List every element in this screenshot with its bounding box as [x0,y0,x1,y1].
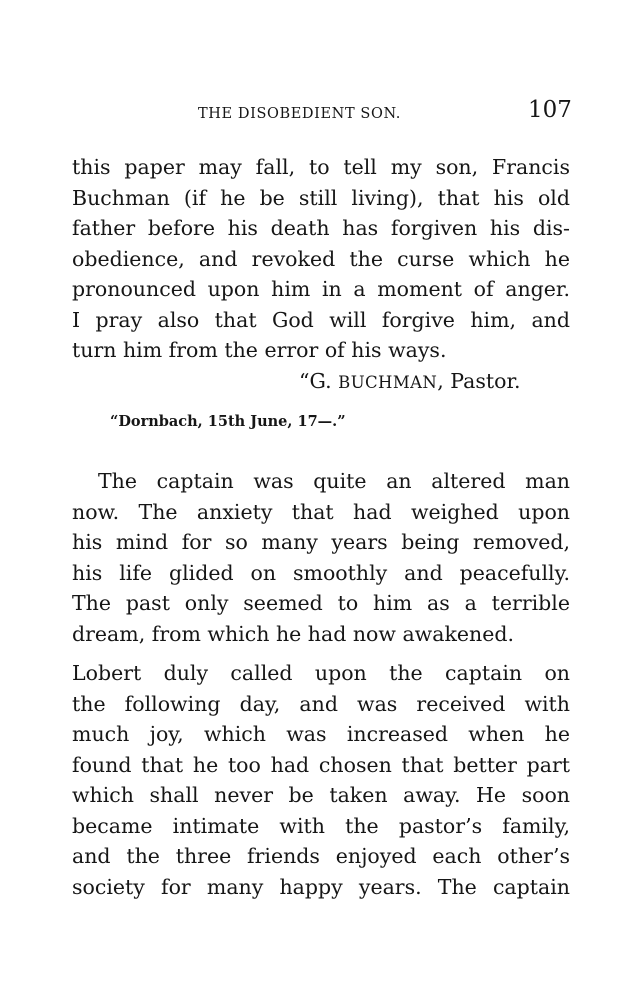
page-number: 107 [528,97,572,123]
signature-name: BUCHMAN [338,372,438,392]
text-line: much joy, which was increased when he [72,722,570,746]
text-line: the following day, and was received with [72,691,570,716]
running-title: THE DISOBEDIENT SON. [198,106,402,122]
text-line: found that he too had chosen that better part [72,752,570,777]
text-line: father before his death has forgiven his dis- [72,216,570,240]
paragraph [72,466,570,649]
text-line: his mind for so many years being removed, [72,530,570,554]
letter-dateline: “Dornbach, 15th June, 17—.” [110,413,346,430]
letter-signature [72,366,570,397]
text-line: this paper may fall, to tell my son, Francis [72,155,570,179]
signature-prefix: “G. [299,368,339,393]
text-line: obedience, and revoked the curse which he [72,246,570,271]
text-line: his life glided on smoothly and peacefully. [72,560,570,585]
text-line: Buchman (if he be still living), that his old [72,185,570,210]
text-line: which shall never be taken away. He soon [72,783,570,807]
text-line: became intimate with the pastor’s family, [72,813,570,838]
text-line: The past only seemed to him as a terrible [72,591,570,615]
page-header [0,96,641,136]
text-line: society for many happy years. The captain [72,874,570,899]
text-line: The captain was quite an altered man [98,469,570,493]
letter-text [72,152,570,396]
text-line: and the three friends enjoyed each other’s [72,844,570,868]
paragraph [72,658,570,902]
text-line: now. The anxiety that had weighed upon [72,499,570,524]
signature-suffix: , Pastor. [437,368,521,393]
text-line: I pray also that God will forgive him, and [72,307,570,332]
text-line: Lobert duly called upon the captain on [72,661,570,685]
text-line: pronounced upon him in a moment of anger. [72,277,570,301]
text-line: dream, from which he had now awakened. [72,621,514,646]
text-line: turn him from the error of his ways. [72,338,447,362]
